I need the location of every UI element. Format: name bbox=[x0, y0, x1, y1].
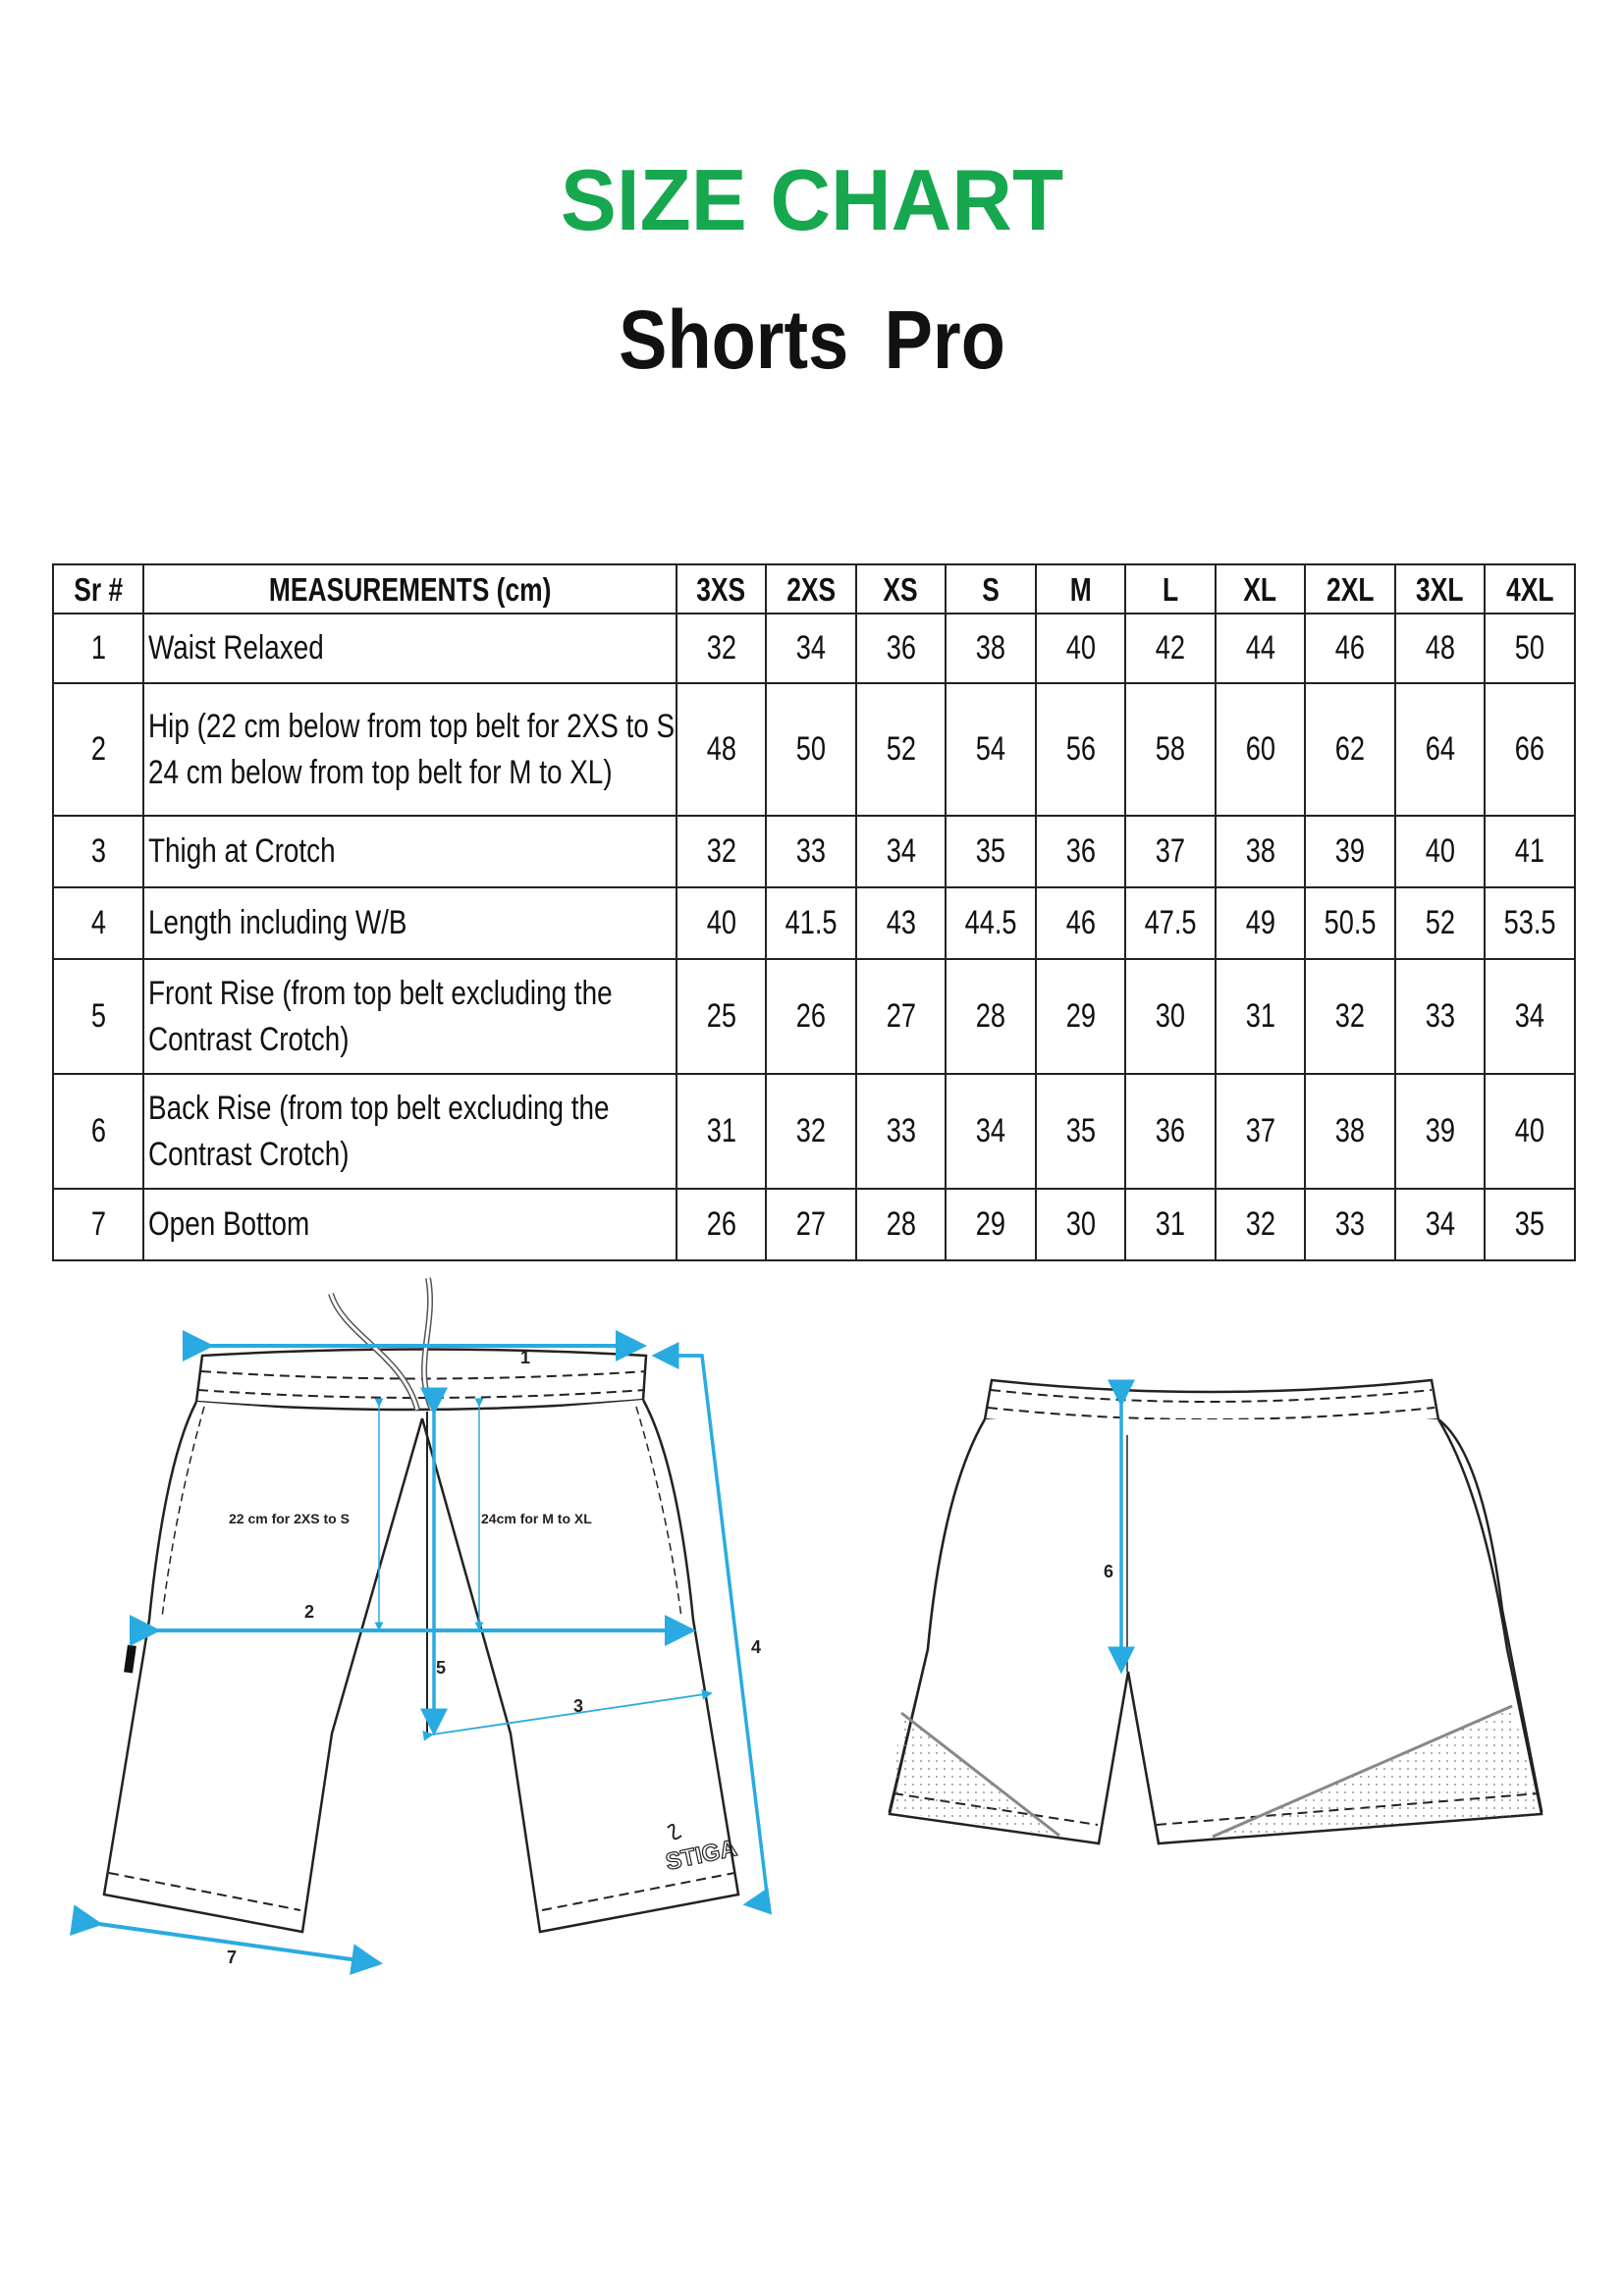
measurement-label: Front Rise (from top belt excluding theContrast Crotch) bbox=[143, 959, 677, 1074]
measurement-label: Waist Relaxed bbox=[143, 614, 677, 683]
header-size: 3XL bbox=[1395, 564, 1485, 614]
size-value-cell: 34 bbox=[856, 816, 946, 887]
size-value-cell: 32 bbox=[677, 816, 766, 887]
back-measure-label: 6 bbox=[1104, 1562, 1114, 1581]
measurement-label: Open Bottom bbox=[143, 1189, 677, 1260]
header-measurement: MEASUREMENTS (cm) bbox=[143, 564, 677, 614]
size-value-cell: 32 bbox=[766, 1074, 856, 1189]
svg-text:2: 2 bbox=[304, 1602, 315, 1622]
size-value-cell: 56 bbox=[1036, 683, 1125, 816]
row-number: 5 bbox=[53, 959, 143, 1074]
row-number: 2 bbox=[53, 683, 143, 816]
size-value-cell: 32 bbox=[1216, 1189, 1305, 1260]
size-value-cell: 42 bbox=[1125, 614, 1216, 683]
measurement-label: Hip (22 cm below from top belt for 2XS to S24 cm below from top belt for M to XL) bbox=[143, 683, 677, 816]
svg-text:3: 3 bbox=[573, 1696, 584, 1716]
size-value-cell: 52 bbox=[856, 683, 946, 816]
table-row bbox=[53, 683, 1575, 816]
size-value-cell: 26 bbox=[766, 959, 856, 1074]
header-size: 2XS bbox=[766, 564, 856, 614]
row-number: 3 bbox=[53, 816, 143, 887]
size-value-cell: 29 bbox=[1036, 959, 1125, 1074]
header-size: 4XL bbox=[1485, 564, 1575, 614]
size-value-cell: 26 bbox=[677, 1189, 766, 1260]
row-number: 4 bbox=[53, 887, 143, 959]
size-value-cell: 37 bbox=[1125, 816, 1216, 887]
size-value-cell: 48 bbox=[677, 683, 766, 816]
size-value-cell: 36 bbox=[856, 614, 946, 683]
table-row bbox=[53, 816, 1575, 887]
size-value-cell: 33 bbox=[856, 1074, 946, 1189]
table-row bbox=[53, 959, 1575, 1074]
size-value-cell: 44.5 bbox=[946, 887, 1036, 959]
header-size: 2XL bbox=[1305, 564, 1395, 614]
svg-text:5: 5 bbox=[436, 1658, 447, 1678]
header-sr: Sr # bbox=[53, 564, 143, 614]
size-value-cell: 50 bbox=[1485, 614, 1575, 683]
size-value-cell: 39 bbox=[1395, 1074, 1485, 1189]
page-title bbox=[0, 151, 1624, 248]
size-value-cell: 34 bbox=[1395, 1189, 1485, 1260]
size-value-cell: 31 bbox=[1125, 1189, 1216, 1260]
size-table bbox=[52, 563, 1576, 1261]
size-value-cell: 48 bbox=[1395, 614, 1485, 683]
size-value-cell: 46 bbox=[1036, 887, 1125, 959]
size-value-cell: 31 bbox=[1216, 959, 1305, 1074]
size-chart-title: SIZE CHART bbox=[560, 151, 1064, 248]
size-value-cell: 64 bbox=[1395, 683, 1485, 816]
stiga-tag-icon bbox=[124, 1645, 136, 1674]
size-value-cell: 36 bbox=[1036, 816, 1125, 887]
measurement-label: Length including W/B bbox=[143, 887, 677, 959]
size-value-cell: 33 bbox=[1305, 1189, 1395, 1260]
size-value-cell: 33 bbox=[1395, 959, 1485, 1074]
header-size: L bbox=[1125, 564, 1216, 614]
table-header-row bbox=[53, 564, 1575, 614]
size-value-cell: 46 bbox=[1305, 614, 1395, 683]
back-shorts-drawing bbox=[890, 1380, 1542, 1843]
size-value-cell: 44 bbox=[1216, 614, 1305, 683]
size-value-cell: 47.5 bbox=[1125, 887, 1216, 959]
size-value-cell: 49 bbox=[1216, 887, 1305, 959]
header-size: XS bbox=[856, 564, 946, 614]
size-value-cell: 54 bbox=[946, 683, 1036, 816]
size-value-cell: 52 bbox=[1395, 887, 1485, 959]
row-number: 1 bbox=[53, 614, 143, 683]
size-value-cell: 40 bbox=[677, 887, 766, 959]
measurement-label: Back Rise (from top belt excluding theContrast Crotch) bbox=[143, 1074, 677, 1189]
table-row bbox=[53, 1189, 1575, 1260]
header-size: XL bbox=[1216, 564, 1305, 614]
header-size: 3XS bbox=[677, 564, 766, 614]
size-value-cell: 60 bbox=[1216, 683, 1305, 816]
size-value-cell: 34 bbox=[1485, 959, 1575, 1074]
size-value-cell: 32 bbox=[1305, 959, 1395, 1074]
size-value-cell: 30 bbox=[1125, 959, 1216, 1074]
size-value-cell: 39 bbox=[1305, 816, 1395, 887]
svg-text:7: 7 bbox=[227, 1948, 238, 1967]
size-value-cell: 38 bbox=[946, 614, 1036, 683]
product-title: Shorts Pro bbox=[619, 294, 1005, 386]
size-value-cell: 62 bbox=[1305, 683, 1395, 816]
table-row bbox=[53, 614, 1575, 683]
size-value-cell: 41.5 bbox=[766, 887, 856, 959]
svg-text:STIGA: STIGA bbox=[663, 1835, 739, 1876]
svg-text:22 cm for 2XS to S: 22 cm for 2XS to S bbox=[229, 1511, 350, 1526]
size-value-cell: 35 bbox=[1485, 1189, 1575, 1260]
front-shorts-drawing bbox=[104, 1350, 738, 1933]
row-number: 7 bbox=[53, 1189, 143, 1260]
size-value-cell: 29 bbox=[946, 1189, 1036, 1260]
size-value-cell: 58 bbox=[1125, 683, 1216, 816]
svg-text:1: 1 bbox=[520, 1348, 531, 1367]
size-value-cell: 40 bbox=[1036, 614, 1125, 683]
size-value-cell: 34 bbox=[946, 1074, 1036, 1189]
shorts-diagram bbox=[0, 1266, 1624, 2012]
row-number: 6 bbox=[53, 1074, 143, 1189]
size-value-cell: 27 bbox=[766, 1189, 856, 1260]
svg-text:4: 4 bbox=[751, 1637, 762, 1657]
size-value-cell: 27 bbox=[856, 959, 946, 1074]
size-value-cell: 38 bbox=[1216, 816, 1305, 887]
size-value-cell: 38 bbox=[1305, 1074, 1395, 1189]
size-value-cell: 34 bbox=[766, 614, 856, 683]
size-value-cell: 35 bbox=[946, 816, 1036, 887]
measurement-label: Thigh at Crotch bbox=[143, 816, 677, 887]
size-value-cell: 53.5 bbox=[1485, 887, 1575, 959]
header-size: M bbox=[1036, 564, 1125, 614]
size-value-cell: 50.5 bbox=[1305, 887, 1395, 959]
size-value-cell: 41 bbox=[1485, 816, 1575, 887]
table-row bbox=[53, 1074, 1575, 1189]
size-value-cell: 35 bbox=[1036, 1074, 1125, 1189]
size-value-cell: 31 bbox=[677, 1074, 766, 1189]
size-value-cell: 37 bbox=[1216, 1074, 1305, 1189]
size-value-cell: 66 bbox=[1485, 683, 1575, 816]
header-size: S bbox=[946, 564, 1036, 614]
size-value-cell: 30 bbox=[1036, 1189, 1125, 1260]
size-value-cell: 40 bbox=[1395, 816, 1485, 887]
size-value-cell: 36 bbox=[1125, 1074, 1216, 1189]
size-value-cell: 32 bbox=[677, 614, 766, 683]
size-value-cell: 43 bbox=[856, 887, 946, 959]
size-value-cell: 28 bbox=[946, 959, 1036, 1074]
svg-text:24cm for M to XL: 24cm for M to XL bbox=[481, 1511, 592, 1526]
size-value-cell: 50 bbox=[766, 683, 856, 816]
size-value-cell: 33 bbox=[766, 816, 856, 887]
table-row bbox=[53, 887, 1575, 959]
size-value-cell: 28 bbox=[856, 1189, 946, 1260]
size-value-cell: 25 bbox=[677, 959, 766, 1074]
size-value-cell: 40 bbox=[1485, 1074, 1575, 1189]
